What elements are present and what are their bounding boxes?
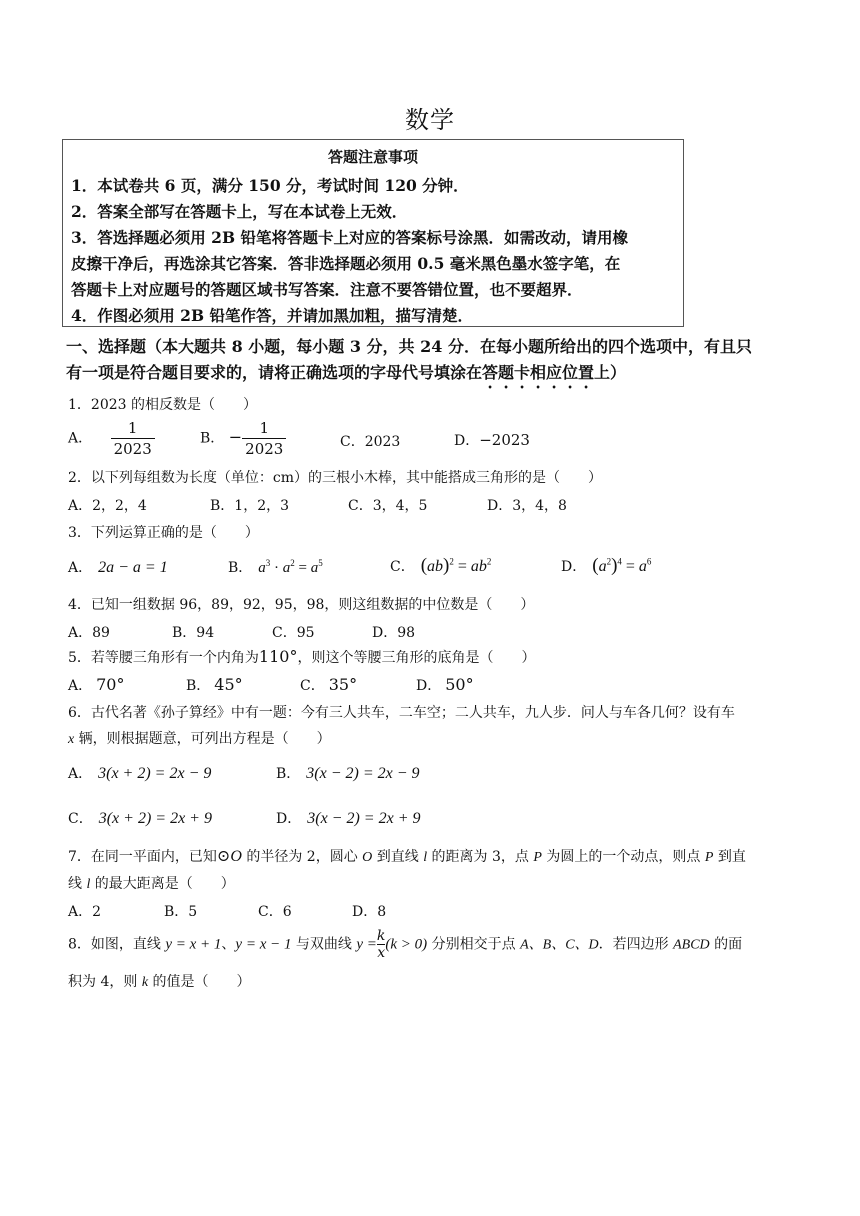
point-labels: A、B、C、D [520, 937, 599, 953]
q2-option-d: D．3，4，8 [487, 498, 567, 514]
circle-symbol: ⊙O [216, 848, 242, 865]
notice-box [62, 139, 684, 327]
quadrilateral-label: ABCD [673, 937, 710, 953]
q7-option-c: C．6 [258, 904, 292, 920]
q5-option-a [68, 675, 124, 695]
option-label: B． [228, 560, 253, 576]
q2-option-c: C．3，4，5 [348, 498, 428, 514]
option-label: B． [276, 766, 301, 782]
q2-option-b: B．1，2，3 [210, 498, 290, 514]
denominator: x [377, 945, 386, 961]
condition: (k > 0) [385, 936, 428, 953]
option-label: D． [276, 811, 302, 827]
q3-option-c [390, 555, 491, 577]
section-heading: 一、选择题（本大题共 8 小题，每小题 3 分，共 24 分．在每小题所给出的四个选项中，有且只 [66, 337, 752, 356]
fraction [111, 418, 155, 459]
q5-option-c [300, 675, 357, 695]
q2-option-a: A．2，2，4 [68, 498, 147, 514]
option-expression: $a^3 \cdot a^2 = a^5$ [258, 558, 323, 576]
notice-line: 2．答案全部写在答题卡上，写在本试卷上无效． [71, 202, 408, 221]
question-6-stem-cont [68, 728, 331, 748]
question-4-stem: 4．已知一组数据 96，89，92，95，98，则这组数据的中位数是（ ） [68, 597, 535, 613]
stem-text: 、 [221, 936, 236, 953]
stem-text: 的最大距离是（ ） [90, 876, 235, 892]
stem-text: 7．在同一平面内，已知 [68, 849, 217, 865]
question-7-stem-cont [68, 873, 235, 893]
option-expression: 2a − a = 1 [98, 559, 168, 576]
notice-heading: 答题注意事项 [327, 148, 418, 166]
variable: x [68, 732, 75, 747]
option-label: C． [68, 811, 93, 827]
hyperbola-lhs: y = [356, 936, 377, 953]
q5-option-b [186, 675, 243, 695]
notice-line: 答题卡上对应题号的答题区域书写答案．注意不要答错位置，也不要超界． [71, 280, 583, 299]
q6-option-c [68, 808, 212, 828]
question-6-stem: 6．古代名著《孙子算经》中有一题：今有三人共车，二车空；二人共车，九人步．问人与车各几何？设有车 [68, 705, 735, 721]
stem-text: 到直 [713, 849, 746, 865]
stem-text: 的距离为 3，点 [427, 849, 534, 865]
page-title: 数学 [405, 106, 455, 134]
option-value: 45° [214, 675, 243, 694]
notice-line: 皮擦干净后，再选涂其它答案．答非选择题必须用 0.5 毫米黑色墨水签字笔，在 [71, 254, 621, 273]
notice-line: 1．本试卷共 6 页，满分 150 分，考试时间 120 分钟． [71, 176, 469, 195]
q1-option-c: C．2023 [340, 434, 401, 450]
numerator: 1 [127, 419, 138, 437]
q4-option-b: B．94 [172, 625, 215, 641]
numerator: 1 [259, 419, 270, 437]
stem-text: 分别相交于点 [427, 936, 521, 953]
option-label: C． [390, 559, 415, 575]
stem-text: 辆，则根据题意，可列出方程是（ ） [74, 731, 331, 747]
question-2-stem: 2．以下列每组数为长度（单位：cm）的三根小木棒，其中能搭成三角形的是（ ） [68, 470, 603, 486]
minus-sign: − [228, 427, 243, 447]
q3-option-d [561, 555, 651, 577]
section-text: 有一项是符合题目要求的，请将正确选项的字母代号填涂在 [66, 363, 483, 382]
stem-text: 积为 4，则 [68, 974, 142, 990]
variable: l [423, 850, 428, 865]
stem-text: 5．若等腰三角形有一个内角为 [68, 650, 259, 666]
option-label: B． [200, 430, 225, 447]
variable: k [141, 975, 149, 990]
variable: l [86, 877, 91, 892]
option-expression: 3(x + 2) = 2x − 9 [98, 765, 212, 782]
denominator: 2023 [111, 438, 155, 459]
question-5-stem [68, 647, 535, 667]
notice-line: 3．答选择题必须用 2B 铅笔将答题卡上对应的答案标号涂黑．如需改动，请用橡 [71, 228, 628, 247]
option-expression: $(a^2)^4 = a^6$ [592, 555, 652, 576]
section-text: 上） [594, 363, 627, 382]
q3-option-b [228, 557, 323, 577]
q6-option-d [276, 808, 420, 828]
stem-text: 8．如图，直线 [68, 936, 166, 953]
stem-text: 线 [68, 876, 87, 892]
q4-option-c: C．95 [272, 625, 315, 641]
denominator: 2023 [242, 438, 286, 459]
q4-option-a: A．89 [68, 625, 110, 641]
stem-text: 的值是（ ） [148, 974, 251, 990]
option-value: 35° [328, 675, 358, 694]
option-value: −2023 [479, 431, 530, 449]
stem-text: 的面 [709, 936, 743, 953]
q4-option-d: D．98 [372, 625, 416, 641]
q3-option-a [68, 557, 168, 577]
fraction [242, 418, 286, 459]
q7-option-a: A．2 [68, 904, 102, 920]
q5-option-d [416, 675, 474, 695]
line-equation: y = x − 1 [235, 936, 292, 953]
option-label: C． [300, 678, 325, 694]
question-1-stem: 1．2023 的相反数是（ ） [68, 397, 257, 413]
stem-text: 的半径为 2，圆心 [241, 849, 363, 865]
question-7-stem [68, 846, 746, 866]
line-equation: y = x + 1 [165, 936, 222, 953]
option-label: D． [561, 559, 587, 575]
q1-option-a [68, 418, 155, 459]
option-label: D． [416, 678, 442, 694]
option-expression: 3(x − 2) = 2x − 9 [306, 765, 420, 782]
option-expression: 3(x − 2) = 2x + 9 [307, 810, 421, 827]
option-label: D． [454, 433, 480, 449]
option-label: A． [68, 430, 93, 447]
notice-line: 4．作图必须用 2B 铅笔作答，并请加黑加粗，描写清楚． [71, 306, 473, 325]
q7-option-d: D．8 [352, 904, 387, 920]
q6-option-a [68, 763, 211, 783]
angle-value: 110° [258, 647, 298, 666]
stem-text: ，则这个等腰三角形的底角是（ ） [297, 650, 536, 666]
question-8-stem-cont [68, 971, 250, 991]
option-value: 50° [445, 675, 474, 694]
question-8-stem [68, 928, 742, 961]
option-label: B． [186, 678, 211, 694]
option-expression: 3(x + 2) = 2x + 9 [98, 810, 212, 827]
stem-text: 与双曲线 [291, 936, 357, 953]
variable: O [362, 850, 373, 865]
variable: P [704, 850, 714, 865]
stem-text: 到直线 [372, 849, 424, 865]
question-3-stem: 3．下列运算正确的是（ ） [68, 525, 259, 541]
option-label: A． [68, 766, 93, 782]
option-label: A． [68, 560, 93, 576]
q7-option-b: B．5 [164, 904, 198, 920]
stem-text: 为圆上的一个动点，则点 [541, 849, 705, 865]
q1-option-b [200, 418, 286, 459]
option-expression: $(ab)^2 = ab^2$ [420, 555, 492, 576]
variable: P [533, 850, 542, 865]
option-label: A． [68, 678, 93, 694]
emphasized-text: 答题卡相应位置 [482, 363, 595, 382]
option-value: 70° [96, 675, 125, 694]
section-heading-cont [66, 360, 626, 392]
numerator: k [376, 928, 386, 944]
q1-option-d [454, 430, 530, 450]
q6-option-b [276, 763, 420, 783]
stem-text: ．若四边形 [598, 936, 674, 953]
